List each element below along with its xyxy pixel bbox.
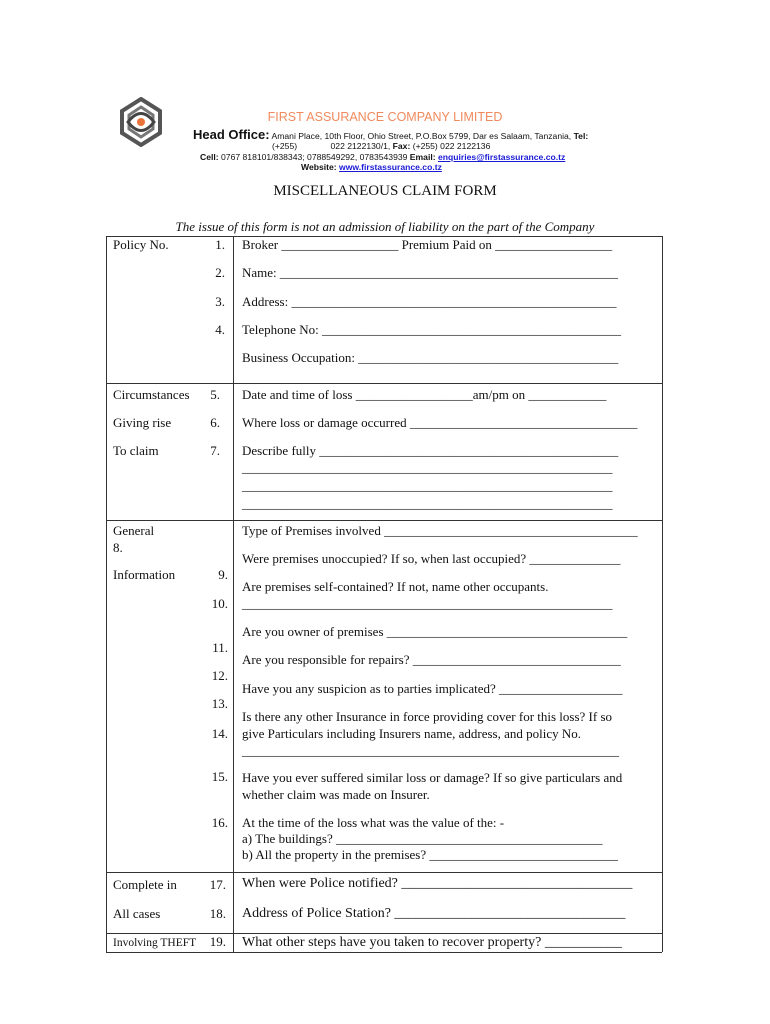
police-station-address-field[interactable]: Address of Police Station? _________________________________ — [242, 906, 626, 921]
loss-value-question: At the time of the loss what was the value of the: - — [242, 815, 505, 830]
fax-value: (+255) 022 2122136 — [412, 141, 491, 151]
describe-fully-field[interactable]: Describe fully ______________________________________________ — [242, 443, 619, 458]
describe-line-1[interactable]: _________________________________________________________ — [242, 460, 613, 475]
cell-label: Cell: — [200, 152, 219, 162]
to-claim-label: To claim — [113, 443, 159, 458]
circumstances-label: Circumstances — [113, 387, 190, 402]
broker-premium-field[interactable]: Broker __________________ Premium Paid on __________________ — [242, 237, 613, 252]
tel-fax-line — [272, 141, 490, 151]
item-number-3: 3. — [215, 294, 225, 309]
cell-email-line — [200, 152, 565, 162]
cell-value: 0767 818101/838343; 0788549292, 0783543939 — [221, 152, 408, 162]
date-time-loss-field[interactable]: Date and time of loss __________________am/pm on ____________ — [242, 387, 607, 402]
general-label: General — [113, 523, 155, 538]
website-label: Website: — [301, 162, 337, 172]
item-number-13: 13. — [211, 696, 228, 711]
buildings-value-field[interactable]: a) The buildings? _________________________________________ — [242, 831, 603, 846]
describe-line-2[interactable]: _________________________________________________________ — [242, 478, 613, 493]
item-number-8: 8. — [113, 540, 123, 555]
information-label: Information — [113, 567, 176, 582]
liability-disclaimer: The issue of this form is not an admission of liability on the part of the Company — [175, 219, 595, 234]
other-insurance-question-line1: Is there any other Insurance in force providing cover for this loss? If so — [242, 709, 613, 724]
table-bottom-border — [106, 952, 662, 953]
item-number-16: 16. — [211, 815, 228, 830]
item-number-6: 6. — [210, 415, 220, 430]
tel-value: (+255) 022 2122130/1, — [272, 141, 391, 151]
table-column-divider — [233, 236, 234, 952]
recovery-steps-field[interactable]: What other steps have you taken to recover property? ___________ — [242, 935, 622, 950]
item-number-11: 11. — [212, 640, 228, 655]
other-insurance-question-line2: give Particulars including Insurers name, address, and policy No. — [242, 726, 581, 741]
email-link[interactable]: enquiries@firstassurance.co.tz — [437, 152, 566, 162]
item-number-15: 15. — [211, 769, 228, 784]
similar-loss-question-line2: whether claim was made on Insurer. — [242, 787, 430, 802]
involving-theft-label: Involving THEFT — [113, 937, 197, 949]
describe-line-3[interactable]: _________________________________________________________ — [242, 496, 613, 511]
business-occupation-field[interactable]: Business Occupation: ________________________________________ — [242, 350, 619, 365]
item-number-1: 1. — [215, 237, 225, 252]
table-left-border — [106, 236, 107, 952]
head-office-label: Head Office: — [193, 127, 270, 142]
premises-owner-field[interactable]: Are you owner of premises _____________________________________ — [242, 624, 628, 639]
telephone-field[interactable]: Telephone No: ______________________________________________ — [242, 322, 621, 337]
company-name: FIRST ASSURANCE COMPANY LIMITED — [267, 110, 503, 124]
police-notified-field[interactable]: When were Police notified? _________________________________ — [242, 876, 633, 891]
section-divider-1 — [106, 383, 662, 384]
premises-unoccupied-field[interactable]: Were premises unoccupied? If so, when last occupied? ______________ — [242, 551, 621, 566]
tel-label: Tel: — [573, 131, 589, 141]
premises-type-field[interactable]: Type of Premises involved _______________________________________ — [242, 523, 638, 538]
section-divider-3 — [106, 872, 662, 873]
repairs-responsibility-field[interactable]: Are you responsible for repairs? ________________________________ — [242, 652, 621, 667]
section-divider-2 — [106, 520, 662, 521]
name-field[interactable]: Name: ____________________________________________________ — [242, 265, 618, 280]
table-right-border — [662, 236, 663, 952]
item-number-9: 9. — [218, 567, 228, 582]
property-value-field[interactable]: b) All the property in the premises? _____________________________ — [242, 847, 618, 862]
item-number-14: 14. — [211, 726, 228, 741]
item-number-7: 7. — [210, 443, 220, 458]
other-occupants-field[interactable]: _________________________________________________________ — [242, 596, 613, 611]
email-label: Email: — [409, 152, 436, 162]
form-title: MISCELLANEOUS CLAIM FORM — [273, 183, 497, 199]
item-number-2: 2. — [215, 265, 225, 280]
item-number-17: 17. — [209, 877, 226, 892]
item-number-10: 10. — [211, 596, 228, 611]
complete-in-label: Complete in — [113, 877, 177, 892]
office-address: Amani Place, 10th Floor, Ohio Street, P.O.Box 5799, Dar es Salaam, Tanzania, — [271, 131, 572, 141]
address-field[interactable]: Address: __________________________________________________ — [242, 294, 617, 309]
item-number-12: 12. — [211, 668, 228, 683]
all-cases-label: All cases — [113, 906, 161, 921]
website-link[interactable]: www.firstassurance.co.tz — [339, 162, 442, 172]
similar-loss-question-line1: Have you ever suffered similar loss or damage? If so give particulars and — [242, 770, 623, 785]
suspicion-field[interactable]: Have you any suspicion as to parties implicated? ___________________ — [242, 681, 623, 696]
policy-no-label: Policy No. — [113, 237, 169, 252]
item-number-4: 4. — [215, 322, 225, 337]
item-number-19: 19. — [209, 934, 226, 949]
fax-label: Fax: — [392, 141, 411, 151]
other-insurance-field[interactable]: __________________________________________________________ — [242, 743, 619, 758]
website-line — [301, 162, 442, 172]
loss-location-field[interactable]: Where loss or damage occurred ___________________________________ — [242, 415, 638, 430]
giving-rise-label: Giving rise — [113, 415, 172, 430]
item-number-18: 18. — [209, 906, 226, 921]
head-office-line — [193, 127, 588, 142]
self-contained-question: Are premises self-contained? If not, name other occupants. — [242, 579, 549, 594]
item-number-5: 5. — [210, 387, 220, 402]
